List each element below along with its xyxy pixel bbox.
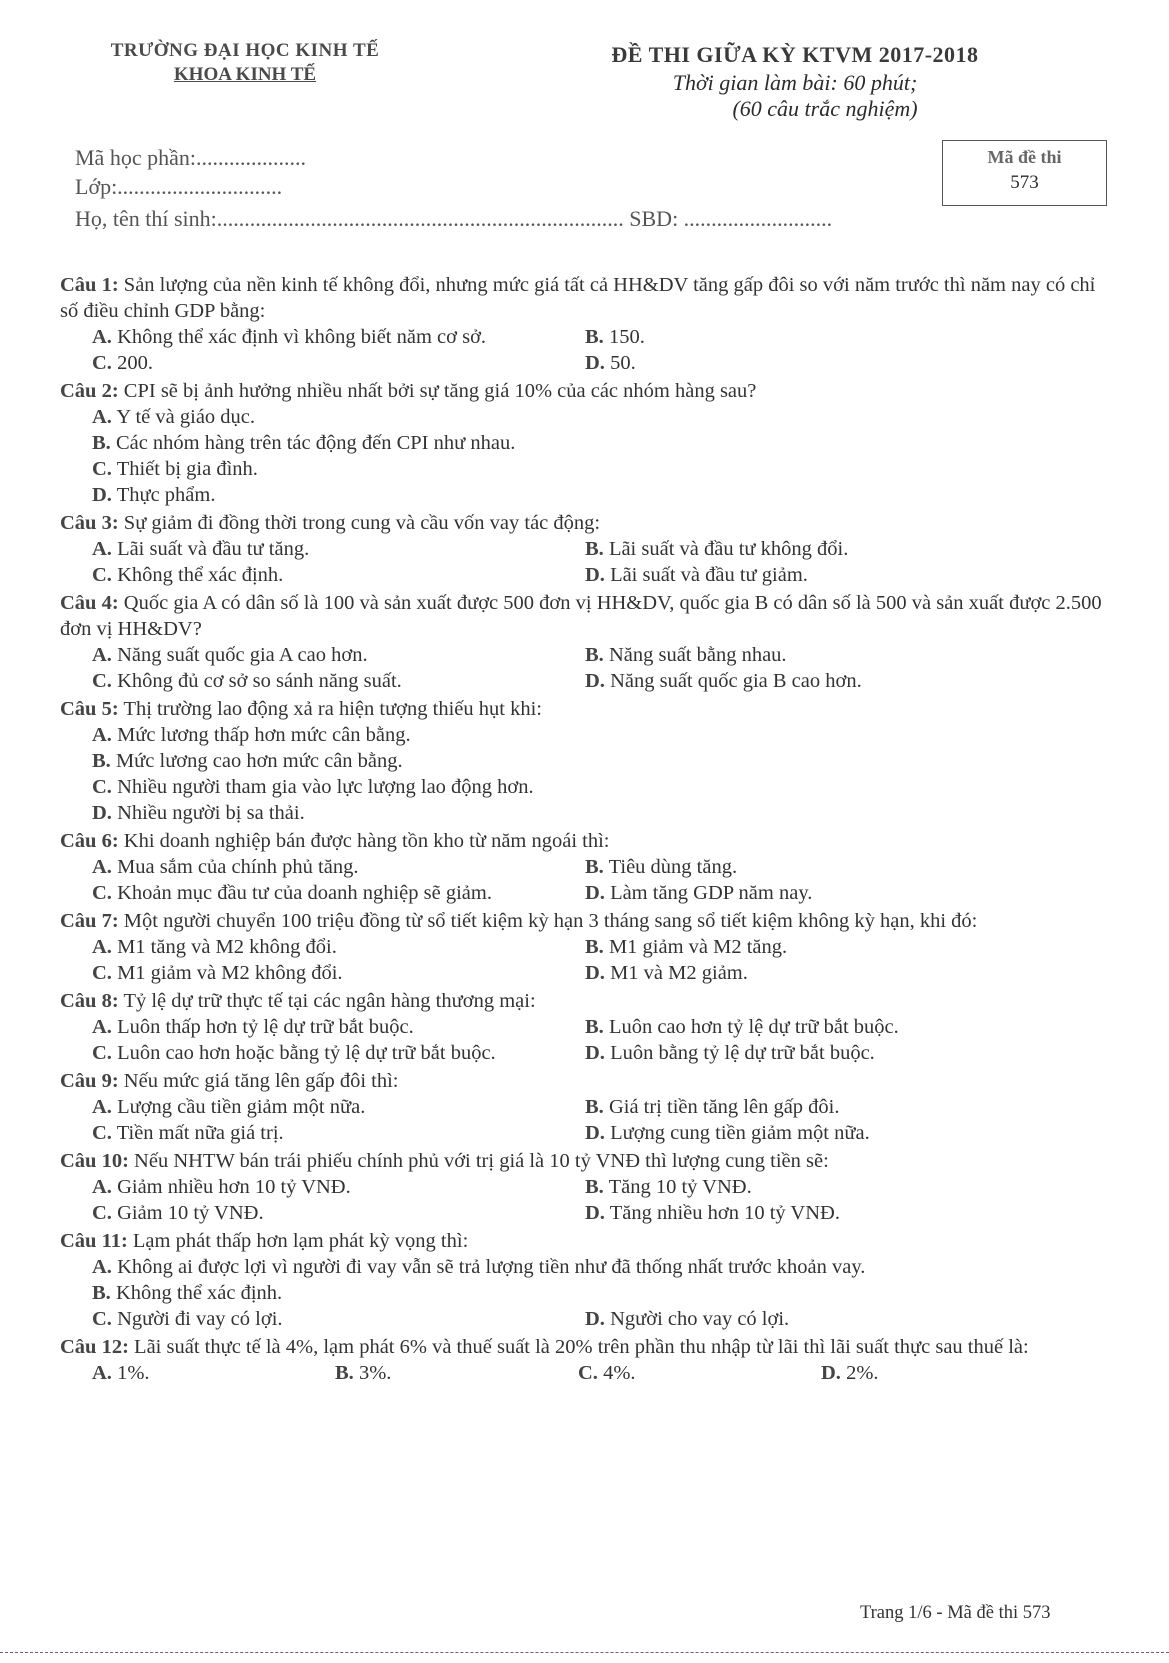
option-d: D. Năng suất quốc gia B cao hơn.: [585, 670, 862, 692]
option-c: C. M1 giảm và M2 không đổi.: [92, 962, 343, 984]
university-name: TRƯỜNG ĐẠI HỌC KINH TẾ: [110, 40, 380, 61]
option-b: B. 150.: [585, 326, 645, 348]
option-c: C. Khoản mục đầu tư của doanh nghiệp sẽ giảm.: [92, 882, 492, 904]
option-c: C. Không đủ cơ sở so sánh năng suất.: [92, 670, 402, 692]
option-b: B. Giá trị tiền tăng lên gấp đôi.: [585, 1096, 840, 1118]
option-a: A. Giảm nhiều hơn 10 tỷ VNĐ.: [92, 1176, 351, 1198]
question-6: [60, 828, 1110, 906]
school-header: [95, 40, 395, 86]
option-a: A. 1%.: [92, 1362, 150, 1384]
option-d: D. Lãi suất và đầu tư giảm.: [585, 564, 808, 586]
option-c: C. Tiền mất nữa giá trị.: [92, 1122, 284, 1144]
option-a: A. Không ai được lợi vì người đi vay vẫn sẽ trả lượng tiền như đã thống nhất trước khoản vay.: [92, 1256, 866, 1278]
option-c: C. Luôn cao hơn hoặc bằng tỷ lệ dự trữ bắt buộc.: [92, 1042, 496, 1064]
question-label: Câu 4:: [60, 592, 119, 614]
class-field: Lớp:..............................: [75, 174, 283, 199]
option-b: B. Năng suất bằng nhau.: [585, 644, 787, 666]
question-8: [60, 988, 1110, 1066]
option-d: D. Làm tăng GDP năm nay.: [585, 882, 813, 904]
question-12: [60, 1334, 1110, 1386]
page-footer: Trang 1/6 - Mã đề thi 573: [860, 1603, 1051, 1623]
question-label: Câu 2:: [60, 380, 119, 402]
option-d: D. Thực phẩm.: [92, 484, 216, 506]
question-text: Câu 8: Tỷ lệ dự trữ thực tế tại các ngân hàng thương mại:: [60, 990, 536, 1012]
option-d: D. Người cho vay có lợi.: [585, 1308, 790, 1330]
faculty-name: KHOA KINH TẾ: [173, 64, 317, 85]
option-b: B. Tiêu dùng tăng.: [585, 856, 738, 878]
question-label: Câu 3:: [60, 512, 119, 534]
question-3: [60, 510, 1110, 588]
exam-code-box: [942, 140, 1107, 206]
option-c: C. Không thể xác định.: [92, 564, 284, 586]
option-b: B. M1 giảm và M2 tăng.: [585, 936, 788, 958]
option-b: B. 3%.: [335, 1362, 392, 1384]
option-b: B. Luôn cao hơn tỷ lệ dự trữ bắt buộc.: [585, 1016, 899, 1038]
question-list: [60, 272, 1110, 1388]
option-a: A. Lượng cầu tiền giảm một nữa.: [92, 1096, 366, 1118]
question-label: Câu 11:: [60, 1230, 128, 1252]
question-label: Câu 12:: [60, 1336, 129, 1358]
question-label: Câu 1:: [60, 274, 119, 296]
option-a: A. Lãi suất và đầu tư tăng.: [92, 538, 310, 560]
option-d: D. Nhiều người bị sa thải.: [92, 802, 305, 824]
option-d: D. Tăng nhiều hơn 10 tỷ VNĐ.: [585, 1202, 840, 1224]
question-text: Câu 5: Thị trường lao động xả ra hiện tượng thiếu hụt khi:: [60, 698, 542, 720]
question-10: [60, 1148, 1110, 1226]
option-c: C. Thiết bị gia đình.: [92, 458, 258, 480]
question-label: Câu 6:: [60, 830, 119, 852]
option-b: B. Lãi suất và đầu tư không đổi.: [585, 538, 849, 560]
question-count: (60 câu trắc nghiệm): [732, 96, 918, 121]
question-5: [60, 696, 1110, 826]
question-text: Câu 9: Nếu mức giá tăng lên gấp đôi thì:: [60, 1070, 399, 1092]
exam-code-value: 573: [1010, 172, 1039, 193]
exam-time: Thời gian làm bài: 60 phút;: [672, 70, 918, 95]
question-text: Câu 12: Lãi suất thực tế là 4%, lạm phát 6% và thuế suất là 20% trên phần thu nhập từ lãi thì lãi suất thực sau thuế là:: [60, 1336, 1029, 1358]
question-1: [60, 272, 1110, 376]
course-code-field: Mã học phần:....................: [75, 145, 306, 170]
option-d: D. M1 và M2 giảm.: [585, 962, 748, 984]
option-d: D. Lượng cung tiền giảm một nữa.: [585, 1122, 870, 1144]
option-b: B. Tăng 10 tỷ VNĐ.: [585, 1176, 752, 1198]
option-c: C. Nhiều người tham gia vào lực lượng lao động hơn.: [92, 776, 534, 798]
option-c: C. Người đi vay có lợi.: [92, 1308, 283, 1330]
option-c: C. 4%.: [578, 1362, 636, 1384]
option-a: A. Năng suất quốc gia A cao hơn.: [92, 644, 368, 666]
question-label: Câu 5:: [60, 698, 119, 720]
question-label: Câu 9:: [60, 1070, 119, 1092]
question-text: Câu 10: Nếu NHTW bán trái phiếu chính phủ với trị giá là 10 tỷ VNĐ thì lượng cung tiền sẽ:: [60, 1150, 829, 1172]
option-a: A. Mức lương thấp hơn mức cân bằng.: [92, 724, 411, 746]
question-7: [60, 908, 1110, 986]
question-text: Câu 6: Khi doanh nghiệp bán được hàng tồn kho từ năm ngoái thì:: [60, 830, 610, 852]
option-c: C. 200.: [92, 352, 153, 374]
exam-code-label: Mã đề thi: [987, 147, 1062, 167]
question-text: Câu 7: Một người chuyển 100 triệu đồng từ sổ tiết kiệm kỳ hạn 3 tháng sang sổ tiết kiệm không kỳ hạn, khi đó:: [60, 910, 978, 932]
option-d: D. 50.: [585, 352, 636, 374]
option-c: C. Giảm 10 tỷ VNĐ.: [92, 1202, 264, 1224]
question-2: [60, 378, 1110, 508]
option-d: D. 2%.: [821, 1362, 879, 1384]
option-a: A. Y tế và giáo dục.: [92, 406, 256, 428]
question-4: [60, 590, 1110, 694]
option-b: B. Các nhóm hàng trên tác động đến CPI như nhau.: [92, 432, 516, 454]
exam-title: ĐỀ THI GIỮA KỲ KTVM 2017-2018: [611, 42, 979, 67]
page-bottom-rule: [0, 1652, 1169, 1653]
question-label: Câu 8:: [60, 990, 119, 1012]
question-text: Câu 2: CPI sẽ bị ảnh hưởng nhiều nhất bởi sự tăng giá 10% của các nhóm hàng sau?: [60, 380, 757, 402]
option-d: D. Luôn bằng tỷ lệ dự trữ bắt buộc.: [585, 1042, 875, 1064]
question-9: [60, 1068, 1110, 1146]
option-a: A. Không thể xác định vì không biết năm cơ sở.: [92, 326, 487, 348]
question-label: Câu 7:: [60, 910, 119, 932]
question-11: [60, 1228, 1110, 1332]
option-b: B. Mức lương cao hơn mức cân bằng.: [92, 750, 403, 772]
question-text: Câu 4: Quốc gia A có dân số là 100 và sản xuất được 500 đơn vị HH&DV, quốc gia B có dân số là 500 và sản xuất được 2.500 đơn vị HH&DV?: [60, 592, 1102, 640]
option-b: B. Không thể xác định.: [92, 1282, 283, 1304]
question-text: Câu 11: Lạm phát thấp hơn lạm phát kỳ vọng thì:: [60, 1230, 469, 1252]
question-label: Câu 10:: [60, 1150, 129, 1172]
question-text: Câu 3: Sự giảm đi đồng thời trong cung và cầu vốn vay tác động:: [60, 512, 601, 534]
student-name-field: Họ, tên thí sinh:.......................................................................... SBD: ...........................: [75, 206, 833, 231]
question-text: Câu 1: Sản lượng của nền kinh tế không đổi, nhưng mức giá tất cả HH&DV tăng gấp đôi so với năm trước thì năm nay có chỉ số điều chỉnh GDP bằng:: [60, 274, 1096, 322]
exam-header: [560, 42, 1030, 122]
option-a: A. Mua sắm của chính phủ tăng.: [92, 856, 359, 878]
option-a: A. M1 tăng và M2 không đổi.: [92, 936, 337, 958]
option-a: A. Luôn thấp hơn tỷ lệ dự trữ bắt buộc.: [92, 1016, 414, 1038]
